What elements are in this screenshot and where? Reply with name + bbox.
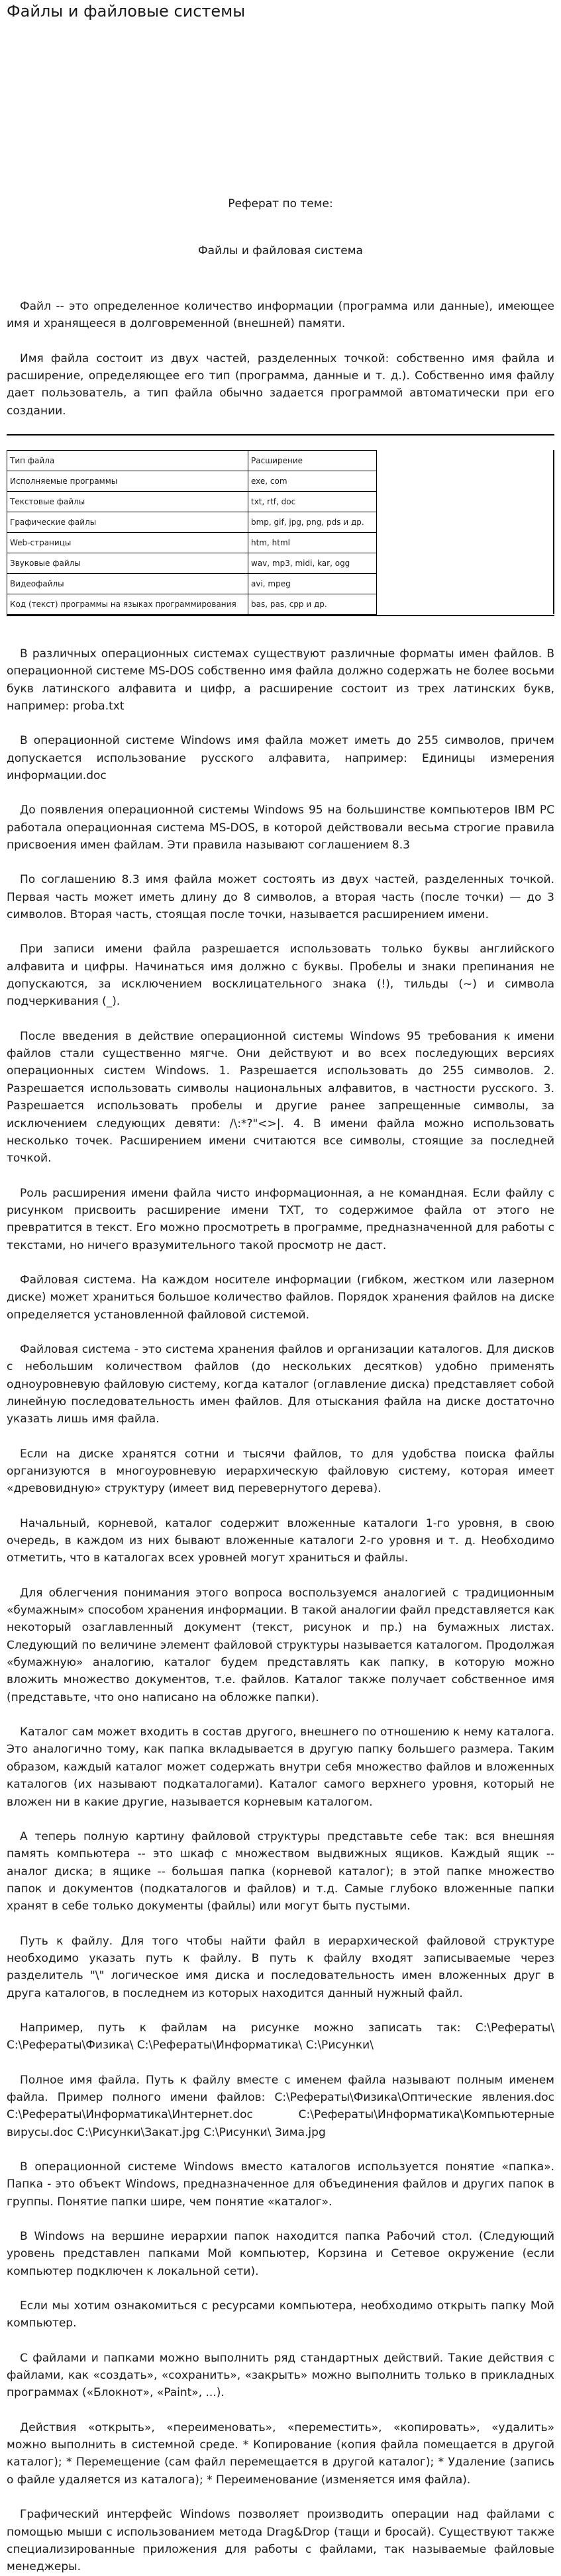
paragraph-windows95-rules: После введения в действие операционной системы Windows 95 требования к имени файлов стали существенно мягче. Они действуют и во всех последующих версиях операционных систем Windows. 1. Разрешается использовать до 255 символов. 2. Разрешается использовать символы национальных алфавитов, в частности русского. 3. Разрешается использовать пробелы и другие ранее запрещенные символы, за исключением следующих девяти: /\:*?"<>|. 4. В имени файла можно использовать несколько точек. Расширением имени считаются все символы, стоящие за последней точкой.: [7, 1029, 554, 1166]
paragraph-name-formats: В различных операционных системах существуют различные форматы имен файлов. В операционной системе MS-DOS собственно имя файла должно содержать не более восьми букв латинского алфавита и цифр, а расширение состоит из трех латинских букв, например: proba.txt: [7, 647, 554, 713]
paragraph-cabinet-analogy: А теперь полную картину файловой структуры представьте себе так: вся внешняя память компьютера -- это шкаф с множеством выдвижных ящиков. Каждый ящик -- аналог диска; в ящике -- большая папка (корневой каталог); в этой папке множество папок и документов (подкаталогов и файлов) и т.д. Самые глубоко вложенные папки хранят в себе только документы (файлы) или могут быть пустыми.: [7, 1829, 554, 1913]
table-cell: Web-страницы: [7, 532, 248, 553]
table-row: [7, 491, 554, 512]
paragraph-paper-analogy: Для облегчения понимания этого вопроса воспользуемся аналогией с традиционным «бумажным» способом хранения информации. В такой аналогии файл представляется как некоторый озаглавленный документ (текст, рисунок и пр.) на бумажных листах. Следующий по величине элемент файловой структуры называется каталогом. Продолжая «бумажную» аналогию, каталог будем представлять как папку, в которую можно вложить множество документов, т.е. файлов. Каталог также получает собственное имя (представьте, что оно написано на обложке папки).: [7, 1586, 554, 1704]
table-empty-cell: [377, 491, 554, 512]
table-cell: wav, mp3, midi, kar, ogg: [248, 553, 377, 573]
table-header-row: [7, 450, 554, 471]
table-empty-cell: [377, 573, 554, 594]
table-empty-cell: [377, 594, 554, 614]
table-cell: Код (текст) программы на языках программирования: [7, 594, 248, 614]
table-row: [7, 532, 554, 553]
paragraph-hierarchical-system: Если на диске хранятся сотни и тысячи файлов, то для удобства поиска файлы организуются в многоуровневую иерархическую файловую систему, которая имеет «древовидную» структуру (имеет вид перевернутого дерева).: [7, 1447, 554, 1496]
paragraph-standard-actions: С файлами и папками можно выполнить ряд стандартных действий. Такие действия с файлами, как «создать», «сохранить», «закрыть» можно выполнить только в прикладных программах («Блокнот», «Paint», ...).: [7, 2351, 554, 2400]
table-header-cell: Тип файла: [7, 450, 248, 471]
paragraph-system-actions: Действия «открыть», «переименовать», «переместить», «копировать», «удалить» можно выполнить в системной среде. * Копирование (копия файла помещается в другой каталог); * Перемещение (сам файл перемещается в другой каталог); * Удаление (запись о файле удаляется из каталога); * Переименование (изменяется имя файла).: [7, 2420, 554, 2487]
table-header-cell: Расширение: [248, 450, 377, 471]
paragraph-file-name: Имя файла состоит из двух частей, разделенных точкой: собственно имя файла и расширение, определяющее его тип (программа, данные и т. д.). Собственно имя файлу дает пользователь, а тип файла обычно задается программой автоматически при его создании.: [7, 351, 554, 418]
table-cell: Звуковые файлы: [7, 553, 248, 573]
table-cell: Графические файлы: [7, 512, 248, 532]
paragraph-file-definition: Файл -- это определенное количество информации (программа или данные), имеющее имя и хранящееся в долговременной (внешней) памяти.: [7, 299, 554, 331]
paragraph-file-system-definition: Файловая система - это система хранения файлов и организации каталогов. Для дисков с небольшим количеством файлов (до нескольких десятков) удобно применять одноуровневую файловую систему, когда каталог (оглавление диска) представляет собой линейную последовательность имен файлов. Для отыскания файла на диске достаточно указать лишь имя файла.: [7, 1342, 554, 1426]
page-title: Файлы и файловые системы: [7, 2, 246, 21]
paragraph-allowed-chars: При записи имени файла разрешается использовать только буквы английского алфавита и цифры. Начинаться имя должно с буквы. Пробелы и знаки препинания не допускаются, за исключением восклицательного знака (!), тильды (~) и символа подчеркивания (_).: [7, 943, 554, 1009]
essay-subtitle: Файлы и файловая система: [198, 244, 363, 257]
file-types-table: [7, 450, 554, 615]
paragraph-file-path: Путь к файлу. Для того чтобы найти файл в иерархической файловой структуре необходимо указать путь к файлу. В путь к файлу входят записываемые через разделитель "\" логическое имя диска и последовательность имен вложенных друг в друга каталогов, в последнем из которых находится данный нужный файл.: [7, 1934, 554, 2000]
file-types-table-wrapper: [7, 450, 554, 616]
paragraph-folder-concept: В операционной системе Windows вместо каталогов используется понятие «папка». Папка - это объект Windows, предназначенное для объединения файлов и других папок в группы. Понятие папки шире, чем понятие «каталог».: [7, 2160, 554, 2209]
table-empty-cell: [377, 532, 554, 553]
table-cell: Исполняемые программы: [7, 471, 248, 491]
table-row: [7, 594, 554, 614]
table-separator: [7, 434, 554, 436]
paragraph-drag-drop: Графический интерфейс Windows позволяет производить операции над файлами с помощью мыши с использованием метода Drag&Drop (тащи и бросай). Существуют также специализированные приложения для работы с файлами, так называемые файловые менеджеры.: [7, 2508, 554, 2574]
paragraph-path-example: Например, путь к файлам на рисунке можно записать так: C:\Рефераты\ C:\Рефераты\Физика\ C:\Рефераты\Информатика\ C:\Рисунки\: [7, 2021, 554, 2052]
table-cell: htm, html: [248, 532, 377, 553]
table-cell: bmp, gif, jpg, png, pds и др.: [248, 512, 377, 532]
paragraph-full-file-name: Полное имя файла. Путь к файлу вместе с именем файла называют полным именем файла. Пример полного имени файлов: C:\Рефераты\Физика\Оптические явления.doc C:\Рефераты\Информатика\Интернет.doc C:\Рефераты\Информатика\Компьютерные вирусы.doc C:\Рисунки\Закат.jpg C:\Рисунки\ Зима.jpg: [7, 2073, 554, 2139]
table-empty-cell: [377, 450, 554, 471]
paragraph-msdos-rules: До появления операционной системы Windows 95 на большинстве компьютеров IBM PC работала операционная система MS-DOS, в которой действовали весьма строгие правила присвоения имен файлам. Эти правила называют соглашением 8.3: [7, 804, 554, 852]
essay-title: Реферат по теме:: [228, 197, 333, 211]
table-cell: Текстовые файлы: [7, 491, 248, 512]
table-row: [7, 553, 554, 573]
paragraph-windows-names: В операционной системе Windows имя файла может иметь до 255 символов, причем допускается использование русского алфавита, например: Единицы измерения информации.doc: [7, 734, 554, 782]
paragraph-nested-directories: Каталог сам может входить в состав другого, внешнего по отношению к нему каталога. Это аналогично тому, как папка вкладывается в другую папку большего размера. Таким образом, каждый каталог может содержать внутри себя множество файлов и вложенных каталогов (их называют подкаталогами). Каталог самого верхнего уровня, который не вложен ни в какие другие, называется корневым каталогом.: [7, 1725, 554, 1809]
paragraph-my-computer: Если мы хотим ознакомиться с ресурсами компьютера, необходимо открыть папку Мой компьютер.: [7, 2299, 554, 2330]
table-cell: txt, rtf, doc: [248, 491, 377, 512]
paragraph-desktop-hierarchy: В Windows на вершине иерархии папок находится папка Рабочий стол. (Следующий уровень представлен папками Мой компьютер, Корзина и Сетевое окружение (если компьютер подключен к локальной сети).: [7, 2230, 554, 2278]
table-empty-cell: [377, 553, 554, 573]
paragraph-rule-8-3: По соглашению 8.3 имя файла может состоять из двух частей, разделенных точкой. Первая часть может иметь длину до 8 символов, а вторая часть (после точки) — до 3 символов. Вторая часть, стоящая после точки, называется расширением имени.: [7, 873, 554, 922]
table-empty-cell: [377, 471, 554, 491]
paragraph-extension-role: Роль расширения имени файла чисто информационная, а не командная. Если файлу с рисунком присвоить расширение имени TXT, то содержимое файла от этого не превратится в текст. Его можно просмотреть в программе, предназначенной для работы с текстами, но ничего вразумительного такой просмотр не даст.: [7, 1186, 554, 1252]
paragraph-root-directory: Начальный, корневой, каталог содержит вложенные каталоги 1-го уровня, в свою очередь, в каждом из них бывают вложенные каталоги 2-го уровня и т. д. Необходимо отметить, что в каталогах всех уровней могут храниться и файлы.: [7, 1516, 554, 1565]
table-row: [7, 471, 554, 491]
table-cell: exe, com: [248, 471, 377, 491]
table-row: [7, 512, 554, 532]
table-cell: Видеофайлы: [7, 573, 248, 594]
table-empty-cell: [377, 512, 554, 532]
table-row: [7, 573, 554, 594]
paragraph-file-system: Файловая система. На каждом носителе информации (гибком, жестком или лазерном диске) может храниться большое количество файлов. Порядок хранения файлов на диске определяется установленной файловой системой.: [7, 1273, 554, 1322]
table-cell: avi, mpeg: [248, 573, 377, 594]
table-cell: bas, pas, cpp и др.: [248, 594, 377, 614]
